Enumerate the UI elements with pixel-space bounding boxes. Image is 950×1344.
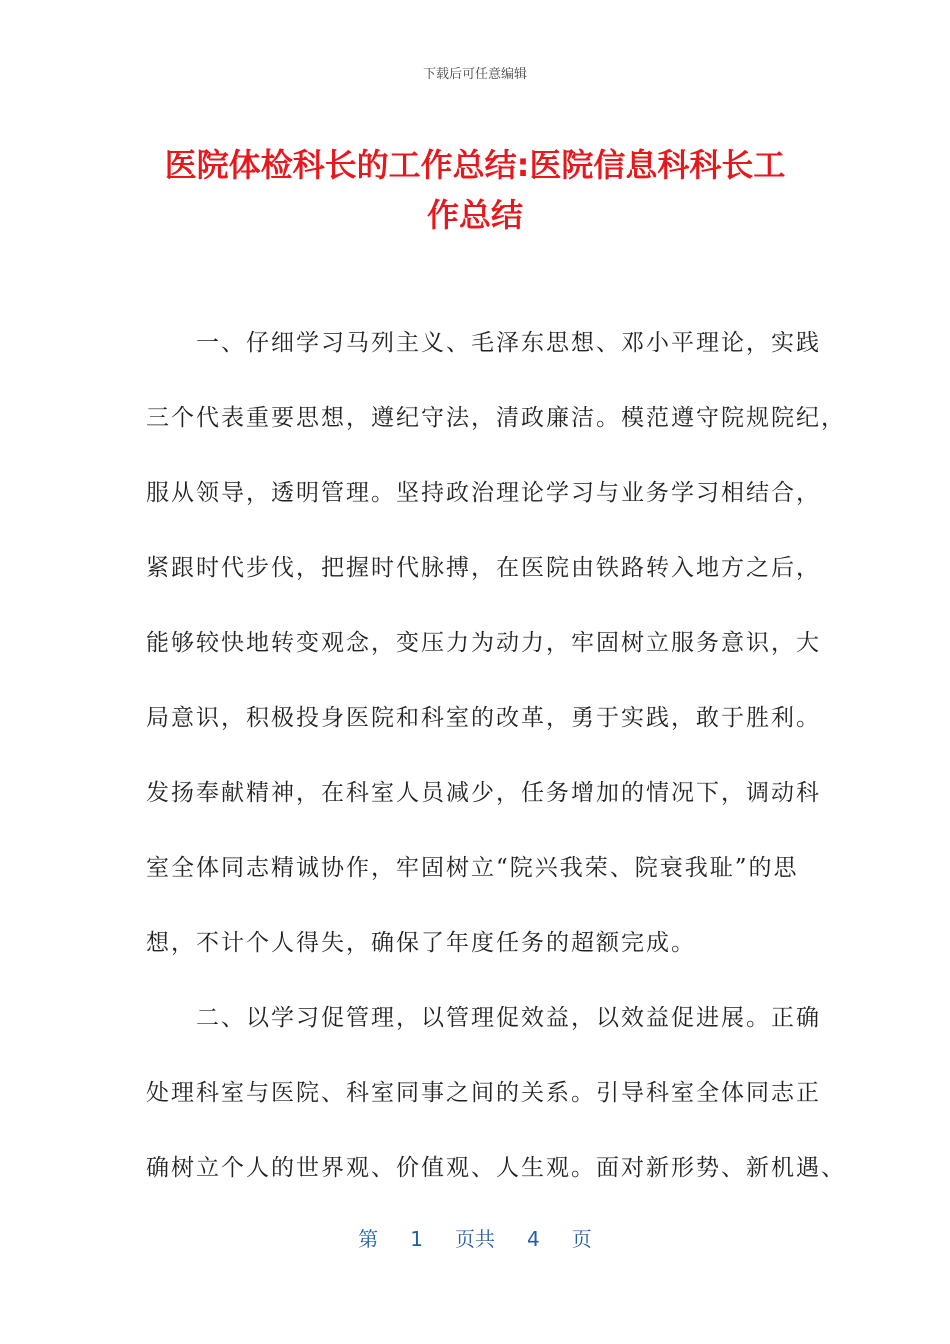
paragraph-line: 发扬奉献精神，在科室人员减少，任务增加的情况下，调动科 — [146, 780, 821, 806]
paragraph-line: 想，不计个人得失，确保了年度任务的超额完成。 — [146, 930, 696, 956]
footer-current-page: 1 — [410, 1227, 423, 1251]
paragraph-line: 室全体同志精诚协作，牢固树立“院兴我荣、院衰我耻”的思 — [146, 855, 799, 881]
paragraph-line: 能够较快地转变观念，变压力为动力，牢固树立服务意识，大 — [146, 630, 821, 656]
footer-middle: 页共 — [455, 1227, 495, 1251]
document-body — [146, 318, 846, 1218]
document-title-line-1: 医院体检科长的工作总结:医院信息科科长工 — [164, 146, 786, 184]
footer-suffix: 页 — [571, 1227, 592, 1251]
paragraph-line: 局意识，积极投身医院和科室的改革，勇于实践，敢于胜利。 — [146, 705, 821, 731]
footer-total-pages: 4 — [527, 1227, 540, 1251]
paragraph-line: 三个代表重要思想，遵纪守法，清政廉洁。模范遵守院规院纪， — [146, 405, 846, 431]
footer-prefix: 第 — [358, 1227, 379, 1251]
paragraph-line: 紧跟时代步伐，把握时代脉搏，在医院由铁路转入地方之后， — [146, 555, 821, 581]
paragraph-line: 确树立个人的世界观、价值观、人生观。面对新形势、新机遇、 — [146, 1155, 846, 1181]
page-header-note: 下载后可任意编辑 — [422, 67, 527, 82]
paragraph-line: 服从领导，透明管理。坚持政治理论学习与业务学习相结合， — [146, 480, 821, 506]
paragraph-line: 二、以学习促管理，以管理促效益，以效益促进展。正确 — [146, 1005, 821, 1031]
document-title-line-2: 作总结 — [426, 196, 523, 234]
document-title — [140, 140, 810, 240]
paragraph-2 — [146, 993, 846, 1193]
page-number-footer — [0, 1226, 950, 1252]
paragraph-1 — [146, 318, 846, 968]
paragraph-line: 处理科室与医院、科室同事之间的关系。引导科室全体同志正 — [146, 1080, 821, 1106]
paragraph-line: 一、仔细学习马列主义、毛泽东思想、邓小平理论，实践 — [146, 330, 821, 356]
